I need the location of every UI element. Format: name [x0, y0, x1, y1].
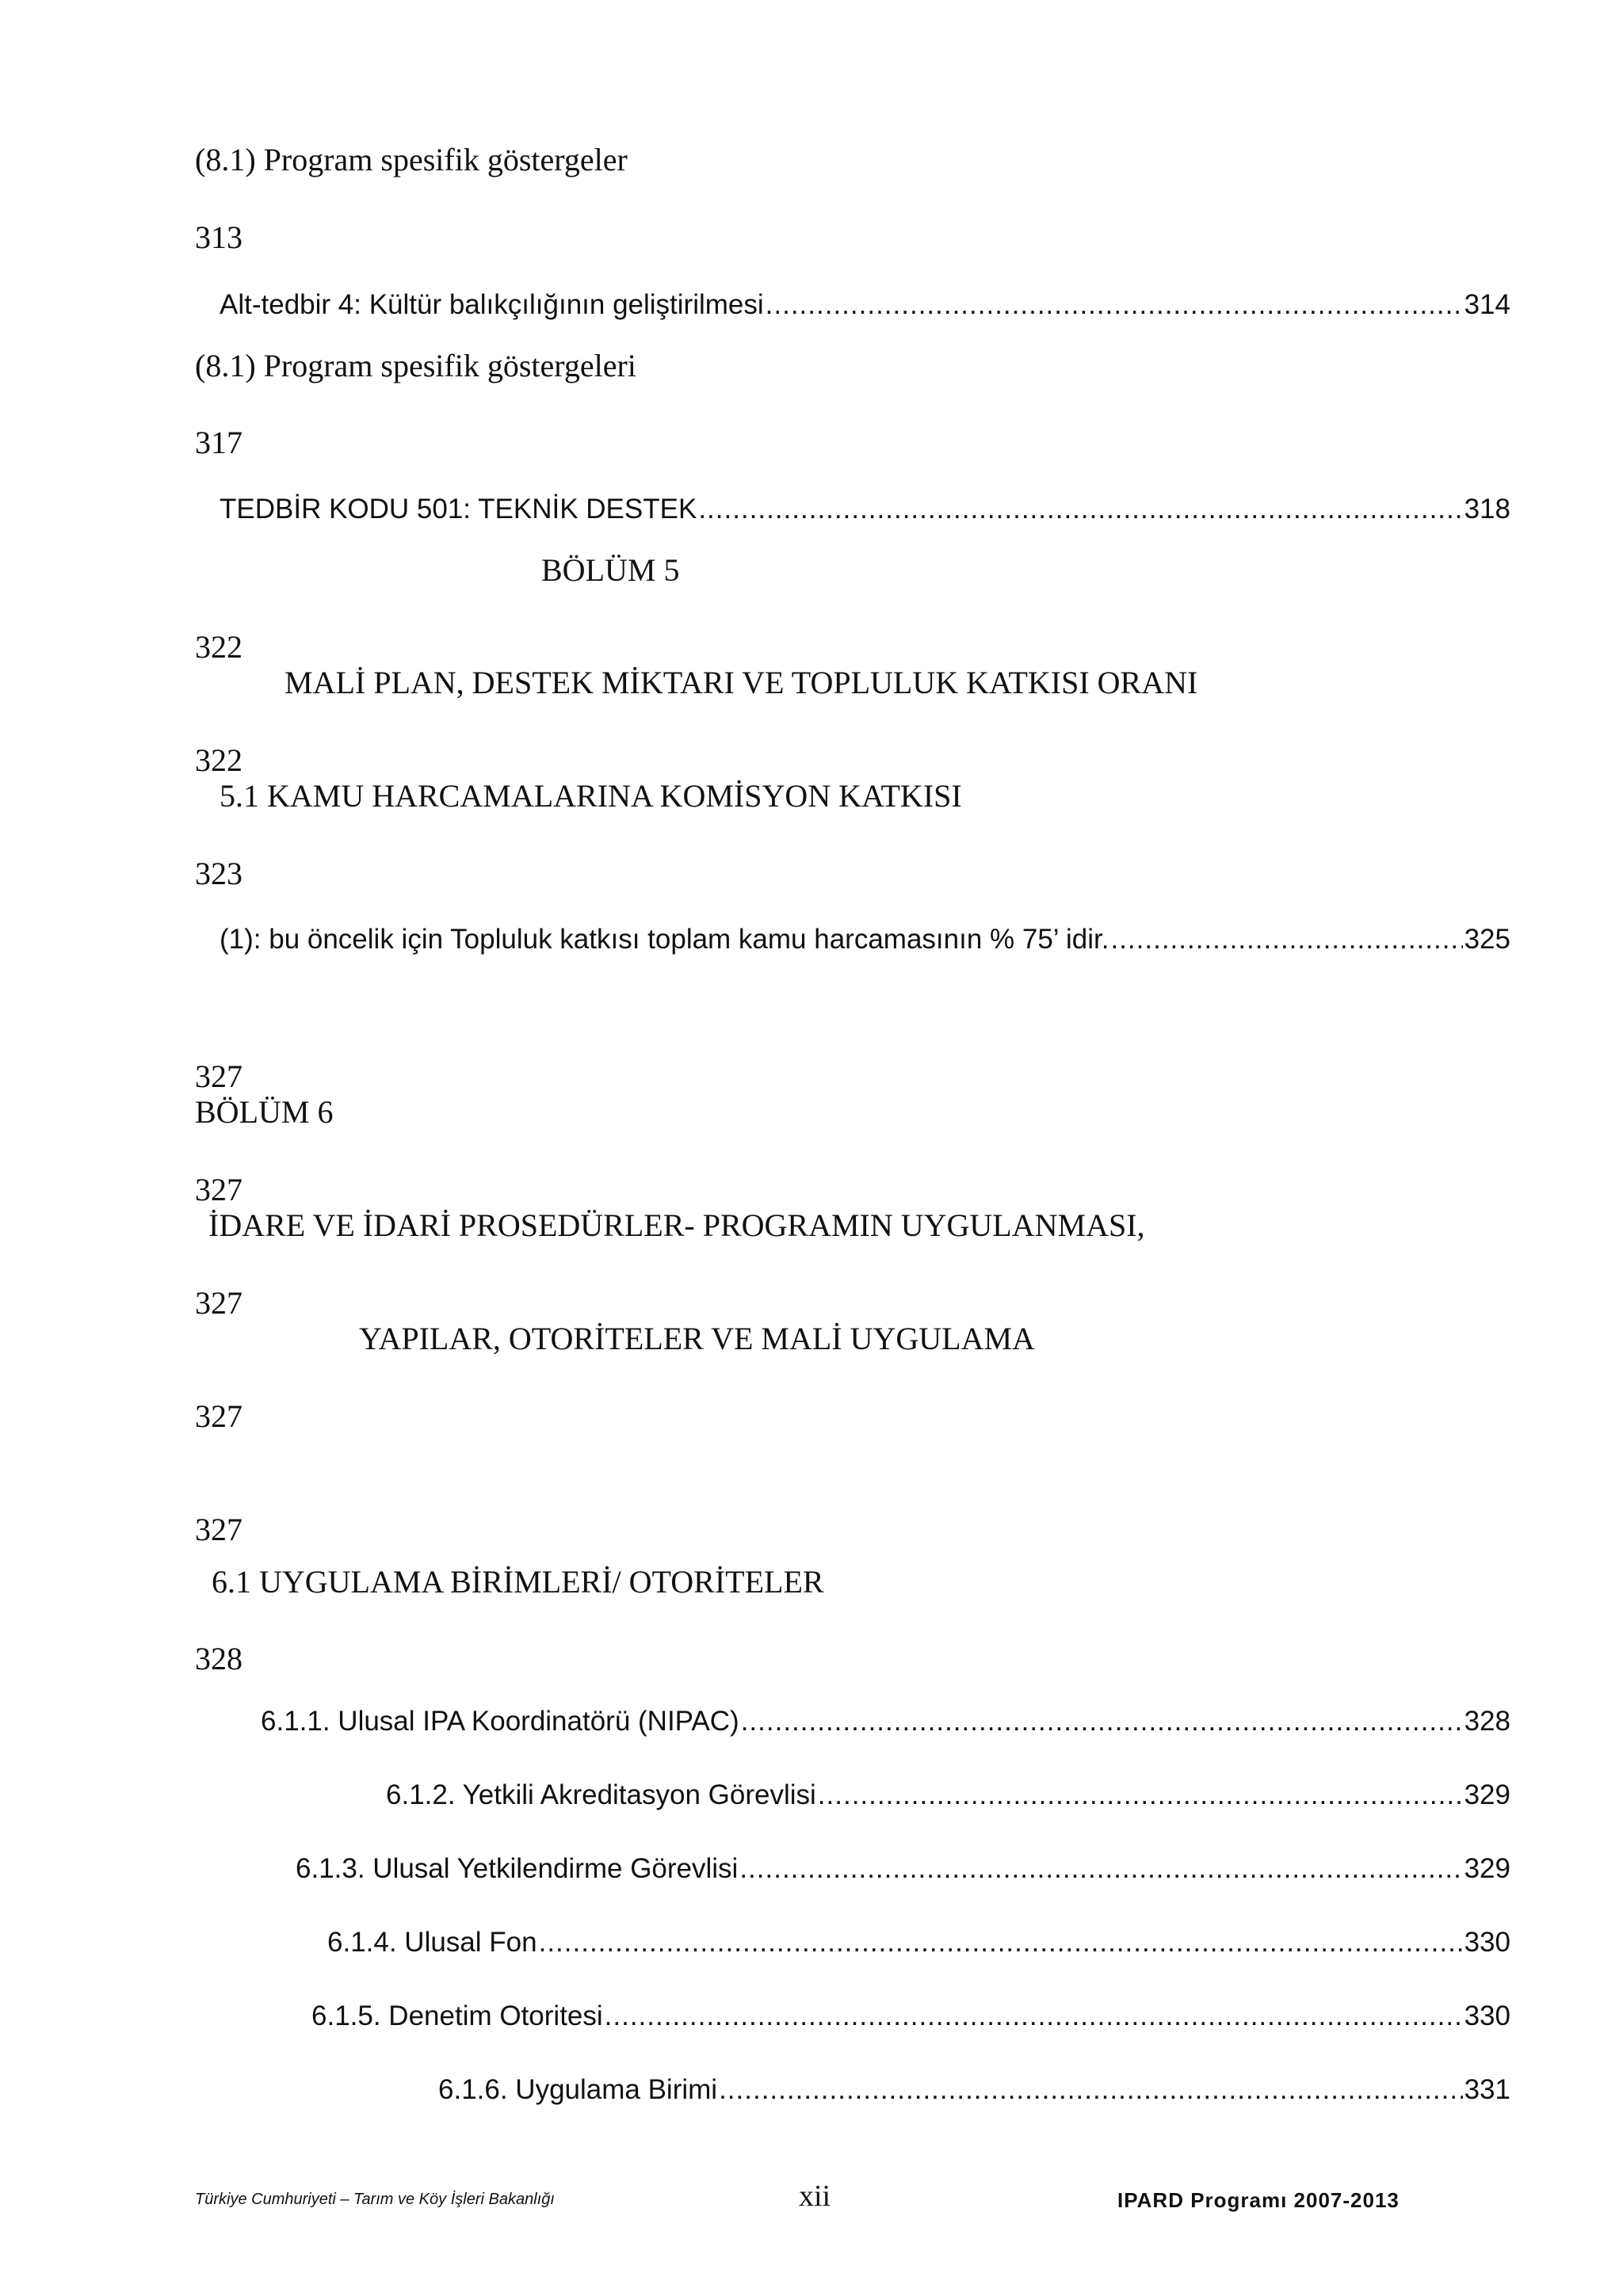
footer-ministry: Türkiye Cumhuriyeti – Tarım ve Köy İşleri Bakanlığı [195, 2191, 555, 2208]
toc-entry[interactable] [311, 2002, 1510, 2030]
toc-entry-page: 328 [1464, 1706, 1510, 1737]
footer-page-number: xii [799, 2180, 831, 2213]
page-number: 327 [195, 1058, 242, 1094]
toc-entry-title: (1): bu öncelik için Topluluk katkısı toplam kamu harcamasının % 75’ idir. [220, 924, 1109, 955]
toc-entry[interactable] [261, 1707, 1510, 1735]
toc-leader-dots [539, 1928, 1463, 1956]
toc-leader-dots [818, 1781, 1463, 1809]
page-number: 327 [195, 1285, 242, 1321]
toc-entry-title: 6.1.3. Ulusal Yetkilendirme Görevlisi [296, 1853, 739, 1884]
toc-entry-page: 318 [1464, 494, 1510, 524]
chapter-title: YAPILAR, OTORİTELER VE MALİ UYGULAMA [359, 1321, 1035, 1356]
toc-entry-title: 6.1.5. Denetim Otoritesi [311, 2000, 603, 2031]
toc-leader-dots [741, 1707, 1463, 1735]
page-number: 317 [195, 425, 242, 460]
toc-leader-dots [766, 291, 1463, 318]
section-heading-8-1: (8.1) Program spesifik göstergeler [195, 142, 628, 177]
toc-leader-dots [1110, 925, 1462, 953]
section-heading-8-1: (8.1) Program spesifik göstergeleri [195, 348, 636, 383]
section-heading: 6.1 UYGULAMA BİRİMLERİ/ OTORİTELER [212, 1564, 824, 1600]
toc-entry-title: 6.1.1. Ulusal IPA Koordinatörü (NIPAC) [261, 1706, 739, 1737]
page-number: 328 [195, 1641, 242, 1676]
page-number: 327 [195, 1398, 242, 1434]
toc-leader-dots [719, 2076, 1463, 2103]
toc-entry[interactable] [386, 1781, 1510, 1809]
toc-entry[interactable] [220, 495, 1510, 523]
toc-entry-page: 330 [1464, 2000, 1510, 2031]
toc-entry[interactable] [220, 291, 1510, 318]
chapter-heading: BÖLÜM 6 [195, 1094, 334, 1130]
toc-entry-page: 329 [1464, 1779, 1510, 1810]
toc-entry-title: 6.1.2. Yetkili Akreditasyon Görevlisi [386, 1779, 816, 1810]
section-heading: 5.1 KAMU HARCAMALARINA KOMİSYON KATKISI [220, 778, 962, 814]
page-number: 322 [195, 742, 242, 778]
page-number: 313 [195, 219, 242, 255]
toc-leader-dots [698, 495, 1462, 523]
toc-entry-page: 330 [1464, 1927, 1510, 1958]
footer-program-title: IPARD Programı 2007-2013 [1117, 2188, 1400, 2212]
toc-entry[interactable] [296, 1855, 1510, 1882]
toc-entry-page: 331 [1464, 2074, 1510, 2105]
toc-entry-page: 325 [1464, 924, 1510, 955]
page-number: 327 [195, 1512, 242, 1547]
toc-entry-title: 6.1.4. Ulusal Fon [327, 1927, 537, 1958]
toc-entry-title: Alt-tedbir 4: Kültür balıkçılığının geliştirilmesi [220, 289, 764, 320]
toc-entry-title: 6.1.6. Uygulama Birimi [438, 2074, 718, 2105]
toc-entry[interactable] [220, 925, 1510, 953]
chapter-heading: BÖLÜM 5 [541, 552, 680, 588]
toc-entry-title: TEDBİR KODU 501: TEKNİK DESTEK [220, 494, 697, 524]
chapter-title: MALİ PLAN, DESTEK MİKTARI VE TOPLULUK KATKISI ORANI [285, 665, 1198, 700]
page-number: 327 [195, 1172, 242, 1207]
toc-leader-dots [739, 1855, 1462, 1882]
chapter-title: İDARE VE İDARİ PROSEDÜRLER- PROGRAMIN UYGULANMASI, [208, 1207, 1145, 1243]
toc-entry[interactable] [327, 1928, 1510, 1956]
toc-leader-dots [605, 2002, 1463, 2030]
page-number: 323 [195, 856, 242, 891]
toc-entry-page: 329 [1464, 1853, 1510, 1884]
page-number: 322 [195, 629, 242, 665]
toc-entry[interactable] [438, 2076, 1510, 2103]
toc-entry-page: 314 [1464, 289, 1510, 320]
